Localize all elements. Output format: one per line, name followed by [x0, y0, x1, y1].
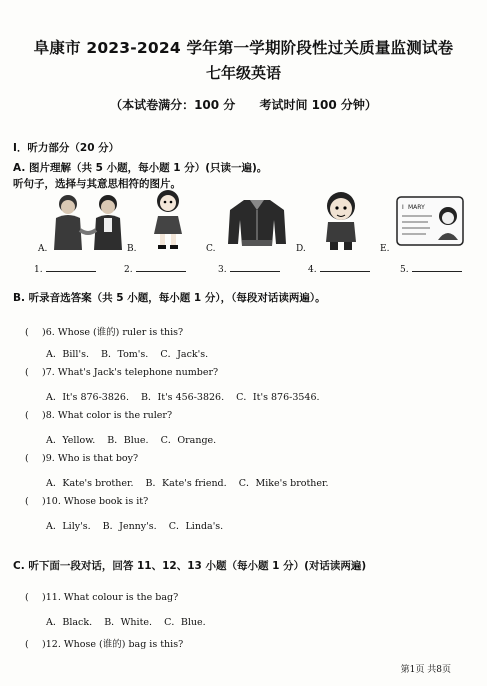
- question-8-options: A．Yellow. B．Blue. C．Orange.: [46, 435, 217, 446]
- pic-label-a: A.: [38, 244, 48, 254]
- id-card-icon: [396, 196, 464, 246]
- question-11-options: A．Black. B．White. C．Blue.: [46, 617, 206, 628]
- section-listening-heading: I．听力部分（20 分）: [13, 142, 120, 154]
- pic-label-e: E.: [380, 244, 390, 254]
- id-card-name: MARY: [408, 204, 425, 211]
- question-11: ( )11. What colour is the bag?: [25, 592, 179, 603]
- pic-label-d: D.: [296, 244, 306, 254]
- part-a-instruction: 听句子，选择与其意思相符的图片。: [13, 178, 181, 190]
- question-9: ( )9. Who is that boy?: [25, 453, 139, 464]
- exam-info: [0, 96, 487, 113]
- handshake-icon: [46, 190, 130, 254]
- question-8: ( )8. What color is the ruler?: [25, 410, 173, 421]
- exam-title: 阜康市 2023-2024 学年第一学期阶段性过关质量监测试卷: [33, 39, 454, 57]
- part-c-heading: C. 听下面一段对话，回答 11、12、13 小题（每小题 1 分）(对话读两遍): [13, 560, 367, 572]
- full-score-text: （本试卷满分：100 分: [110, 98, 236, 112]
- part-b-heading: B. 听录音选答案（共 5 小题，每小题 1 分），（每段对话读两遍）。: [13, 292, 326, 304]
- answer-blank-2[interactable]: 2.: [124, 263, 186, 275]
- question-9-options: A．Kate's brother. B．Kate's friend. C．Mike's brother.: [46, 478, 329, 489]
- question-12: ( )12. Whose (谁的) bag is this?: [25, 639, 184, 650]
- answer-blank-4[interactable]: 4.: [308, 263, 370, 275]
- pic-label-c: C.: [206, 244, 216, 254]
- girl-icon: [148, 188, 188, 252]
- page-number: 第1页 共8页: [400, 665, 451, 675]
- answer-blank-1[interactable]: 1.: [34, 263, 96, 275]
- question-6: ( )6. Whose (谁的) ruler is this?: [25, 327, 184, 338]
- answer-blank-3[interactable]: 3.: [218, 263, 280, 275]
- question-7: ( )7. What's Jack's telephone number?: [25, 367, 219, 378]
- question-6-options: A．Bill's. B．Tom's. C．Jack's.: [46, 349, 209, 360]
- boy-icon: [318, 190, 364, 252]
- question-10-options: A．Lily's. B．Jenny's. C．Linda's.: [46, 521, 224, 532]
- exam-time-text: 考试时间 100 分钟）: [259, 98, 377, 112]
- question-7-options: A．It's 876-3826. B．It's 456-3826. C．It's 876-3546.: [46, 392, 320, 403]
- answer-blank-5[interactable]: 5.: [400, 263, 462, 275]
- part-a-heading: A. 图片理解（共 5 小题，每小题 1 分）(只读一遍)。: [13, 162, 268, 174]
- svg-text:I: I: [402, 204, 404, 211]
- exam-subtitle: 七年级英语: [205, 64, 281, 82]
- question-10: ( )10. Whose book is it?: [25, 496, 149, 507]
- pic-label-b: B.: [127, 244, 137, 254]
- jacket-icon: [226, 196, 288, 248]
